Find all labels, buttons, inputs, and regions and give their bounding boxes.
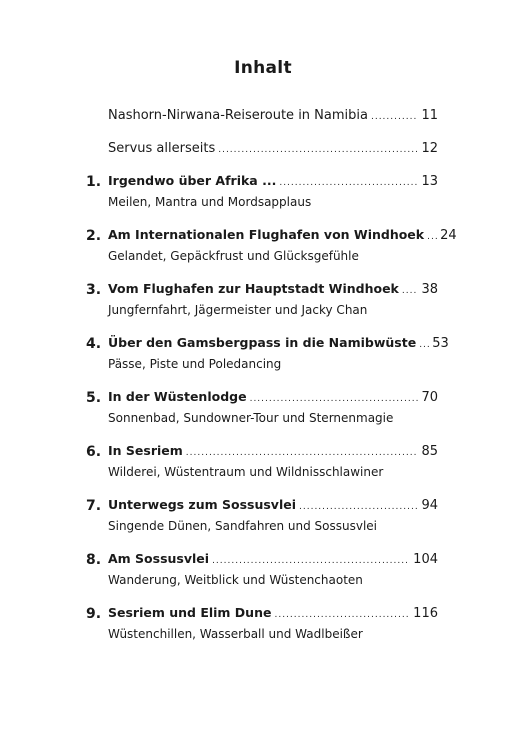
entry-page-number: 12 (421, 141, 438, 156)
chapter-subtitle: Gelandet, Gepäckfrust und Glücksgefühle (108, 249, 359, 263)
leader-dots (212, 556, 410, 566)
chapter-title: Über den Gamsbergpass in die Namibwüste (108, 335, 417, 350)
chapter-number: 5. (86, 390, 102, 406)
chapter-subtitle: Singende Dünen, Sandfahren und Sossusvlei (108, 519, 378, 533)
chapter-title: Vom Flughafen zur Hauptstadt Windhoek (108, 281, 399, 296)
entry-page-number: 11 (421, 108, 438, 123)
chapter-number: 1. (86, 174, 102, 190)
leader-dots (250, 394, 419, 404)
leader-dots (419, 340, 429, 350)
chapter-title: Am Sossusvlei (108, 551, 210, 566)
chapter-subtitle: Pässe, Piste und Poledancing (108, 357, 282, 371)
entry-page-number: 70 (421, 390, 438, 405)
chapter-number: 7. (86, 498, 102, 514)
entry-page-number: 104 (413, 552, 438, 567)
leader-dots (402, 286, 419, 296)
chapter-subtitle: Wilderei, Wüstentraum und Wildnisschlawiner (108, 465, 384, 479)
leader-dots (371, 112, 418, 122)
chapter-number: 3. (86, 282, 102, 298)
chapter-number: 6. (86, 444, 102, 460)
entry-title: Servus allerseits (108, 141, 216, 156)
entry-page-number: 94 (421, 498, 438, 513)
chapter-subtitle: Wanderung, Weitblick und Wüstenchaoten (108, 573, 363, 587)
leader-dots (274, 610, 410, 620)
toc-title: Inhalt (234, 58, 292, 78)
entry-page-number: 85 (421, 444, 438, 459)
chapter-title: Unterwegs zum Sossusvlei (108, 497, 296, 512)
chapter-subtitle: Wüstenchillen, Wasserball und Wadlbeißer (108, 627, 363, 641)
chapter-title: Am Internationalen Flughafen von Windhoek (108, 227, 425, 242)
chapter-title: Sesriem und Elim Dune (108, 605, 272, 620)
entry-page-number: 24 (440, 228, 457, 243)
chapter-number: 9. (86, 606, 102, 622)
chapter-subtitle: Sonnenbad, Sundowner-Tour und Sternenmagie (108, 411, 394, 425)
leader-dots (279, 178, 418, 188)
entry-page-number: 53 (432, 336, 449, 351)
chapter-title: Irgendwo über Afrika ... (108, 173, 277, 188)
chapter-subtitle: Jungfernfahrt, Jägermeister und Jacky Chan (108, 303, 368, 317)
entry-page-number: 38 (421, 282, 438, 297)
entry-page-number: 13 (421, 174, 438, 189)
chapter-number: 8. (86, 552, 102, 568)
chapter-subtitle: Meilen, Mantra und Mordsapplaus (108, 195, 312, 209)
chapter-title: In der Wüstenlodge (108, 389, 247, 404)
chapter-title: In Sesriem (108, 443, 183, 458)
leader-dots (427, 232, 437, 242)
leader-dots (186, 448, 419, 458)
entry-page-number: 116 (413, 606, 438, 621)
chapter-number: 4. (86, 336, 102, 352)
entry-title: Nashorn-Nirwana-Reiseroute in Namibia (108, 108, 368, 123)
leader-dots (218, 145, 418, 155)
chapter-number: 2. (86, 228, 102, 244)
leader-dots (299, 502, 418, 512)
